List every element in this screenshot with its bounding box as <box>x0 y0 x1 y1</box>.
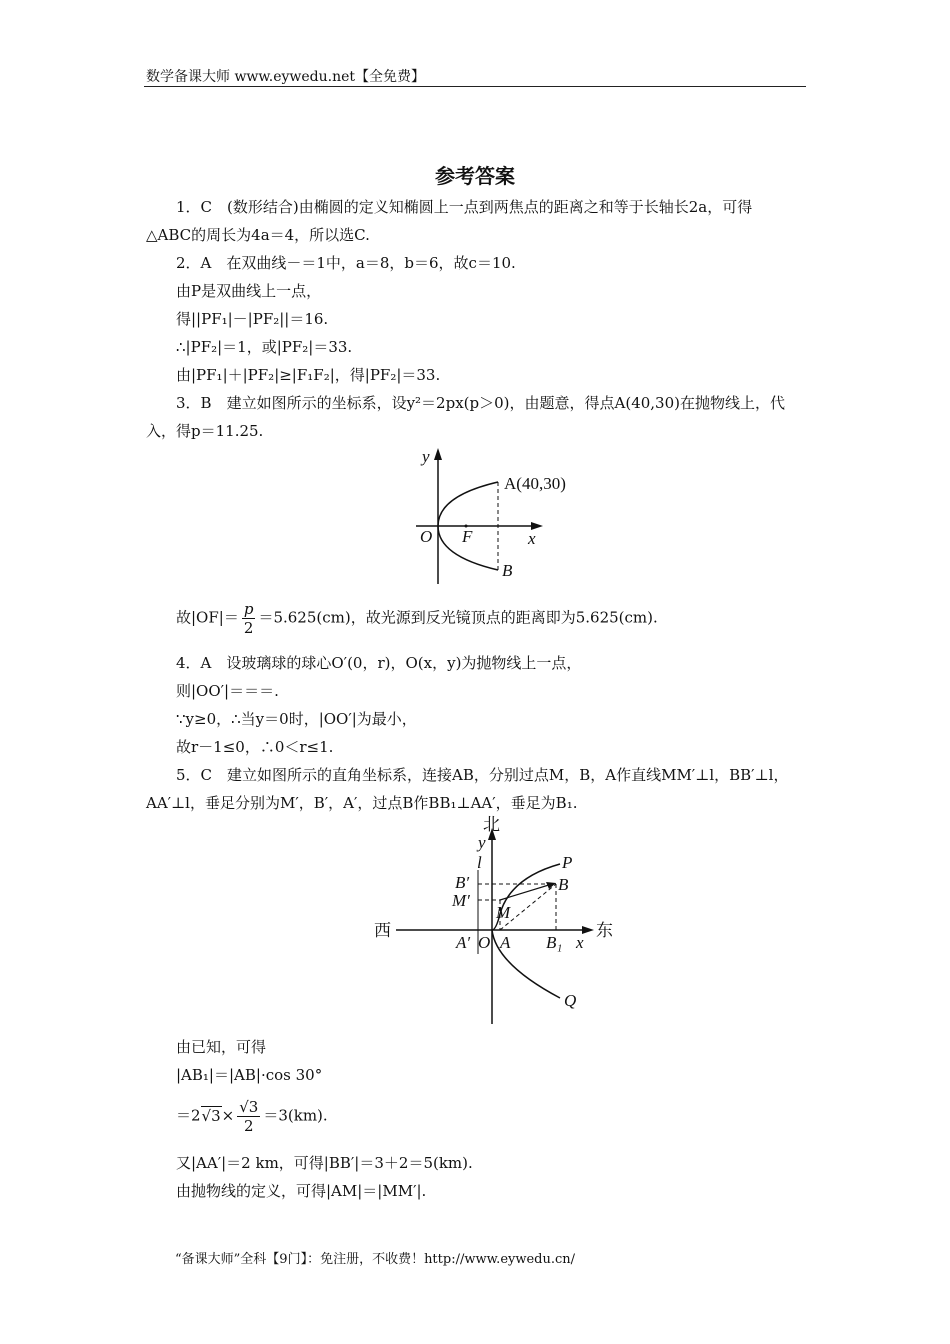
fig2-label-east: 东 <box>596 921 613 940</box>
of-prefix: 故|OF|＝ <box>176 608 239 627</box>
figure-coordinate-diagram <box>360 814 620 1032</box>
of-result: ＝5.625(cm)，故光源到反光镜顶点的距离即为5.625(cm). <box>258 608 658 627</box>
fraction-numerator: √3 <box>239 1098 259 1116</box>
answer-3-line-1: 3．B 建立如图所示的坐标系，设y²＝2px(p＞0)，由题意，得点A(40,30)在抛物线上，代 <box>176 394 785 412</box>
answer-2-line-3: 得||PF₁|－|PF₂||＝16. <box>176 310 329 328</box>
fig2-label-y: y <box>478 833 486 852</box>
answer-4-line-4: 故r－1≤0，∴0＜r≤1. <box>176 738 334 756</box>
fraction-numerator: p <box>243 600 254 618</box>
answer-2-line-4: ∴|PF₂|＝1，或|PF₂|＝33. <box>176 338 353 356</box>
answer-1-line-1: 1．C (数形结合)由椭圆的定义知椭圆上一点到两焦点的距离之和等于长轴长2a，可得 <box>176 198 753 216</box>
fig2-label-x: x <box>576 933 584 952</box>
eq-prefix: ＝2 <box>176 1106 201 1125</box>
header-rule <box>144 86 806 87</box>
answer-3-line-3 <box>176 600 658 637</box>
fig2-label-north: 北 <box>483 815 500 834</box>
fraction-sqrt3-over-2 <box>237 1098 260 1135</box>
answer-5-line-6: 又|AA′|＝2 km，可得|BB′|＝3＋2＝5(km). <box>176 1154 473 1172</box>
fig2-label-b1: B₁ <box>546 933 563 952</box>
fig2-label-m: M <box>496 903 511 922</box>
answer-2-line-1: 2．A 在双曲线－＝1中，a＝8，b＝6，故c＝10. <box>176 254 516 272</box>
answer-3-line-2: 入，得p＝11.25. <box>146 422 264 440</box>
fig2-label-p: P <box>562 853 573 872</box>
answer-4-line-1: 4．A 设玻璃球的球心O′(0，r)，O(x，y)为抛物线上一点， <box>176 654 582 672</box>
fraction-p-over-2 <box>242 600 256 637</box>
page-footer: “备课大师”全科【9门】：免注册，不收费！http://www.eywedu.cn/ <box>175 1252 576 1267</box>
fig2-label-q: Q <box>564 991 577 1010</box>
figure-parabola <box>400 444 570 589</box>
eq-result: ＝3(km). <box>263 1106 328 1125</box>
answer-5-line-2: AA′⊥l，垂足分别为M′，B′，A′，过点B作BB₁⊥AA′，垂足为B₁. <box>146 794 578 812</box>
page-title: 参考答案 <box>435 164 515 188</box>
sqrt-3: √3 <box>201 1106 221 1125</box>
fig2-label-l: l <box>477 853 482 872</box>
answer-1-line-2: △ABC的周长为4a＝4，所以选C. <box>146 226 370 244</box>
answer-5-line-3: 由已知，可得 <box>176 1038 267 1056</box>
answer-5-line-7: 由抛物线的定义，可得|AM|＝|MM′|. <box>176 1182 427 1200</box>
fig1-label-x: x <box>528 529 536 548</box>
answer-2-line-5: 由|PF₁|＋|PF₂|≥|F₁F₂|，得|PF₂|＝33. <box>176 366 441 384</box>
answer-5-line-5 <box>176 1098 328 1135</box>
times-sign: × <box>221 1106 235 1125</box>
answer-5-line-1: 5．C 建立如图所示的直角坐标系，连接AB，分别过点M，B，A作直线MM′⊥l，BB′⊥l， <box>176 766 789 784</box>
fig1-label-a: A(40,30) <box>504 474 566 493</box>
answer-5-line-4: |AB₁|＝|AB|·cos 30° <box>176 1066 323 1084</box>
sqrt-3-radicand: 3 <box>211 1106 221 1125</box>
fig2-label-b: B <box>558 875 569 894</box>
x-axis-arrow-icon <box>582 926 594 934</box>
answer-2-line-2: 由P是双曲线上一点， <box>176 282 322 300</box>
fig2-label-west: 西 <box>374 921 391 940</box>
fig1-label-f: F <box>462 527 473 546</box>
y-axis-arrow-icon <box>434 448 442 460</box>
page-header: 数学备课大师 www.eywedu.net【全免费】 <box>146 69 426 85</box>
fig1-label-o: O <box>420 527 433 546</box>
fig1-label-b: B <box>502 561 513 580</box>
arrow-m-to-b <box>500 884 552 900</box>
fig1-label-y: y <box>422 447 430 466</box>
fig2-label-a-prime: A′ <box>456 933 471 952</box>
fraction-denominator: 2 <box>244 1117 254 1135</box>
fraction-denominator: 2 <box>243 619 254 637</box>
answer-4-line-2: 则|OO′|＝＝＝. <box>176 682 279 700</box>
fig2-label-o: O <box>478 933 491 952</box>
fig2-label-m-prime: M′ <box>452 891 470 910</box>
fig2-label-a: A <box>500 933 511 952</box>
fig2-label-b-prime: B′ <box>455 873 470 892</box>
answer-4-line-3: ∵y≥0，∴当y＝0时，|OO′|为最小， <box>176 710 417 728</box>
